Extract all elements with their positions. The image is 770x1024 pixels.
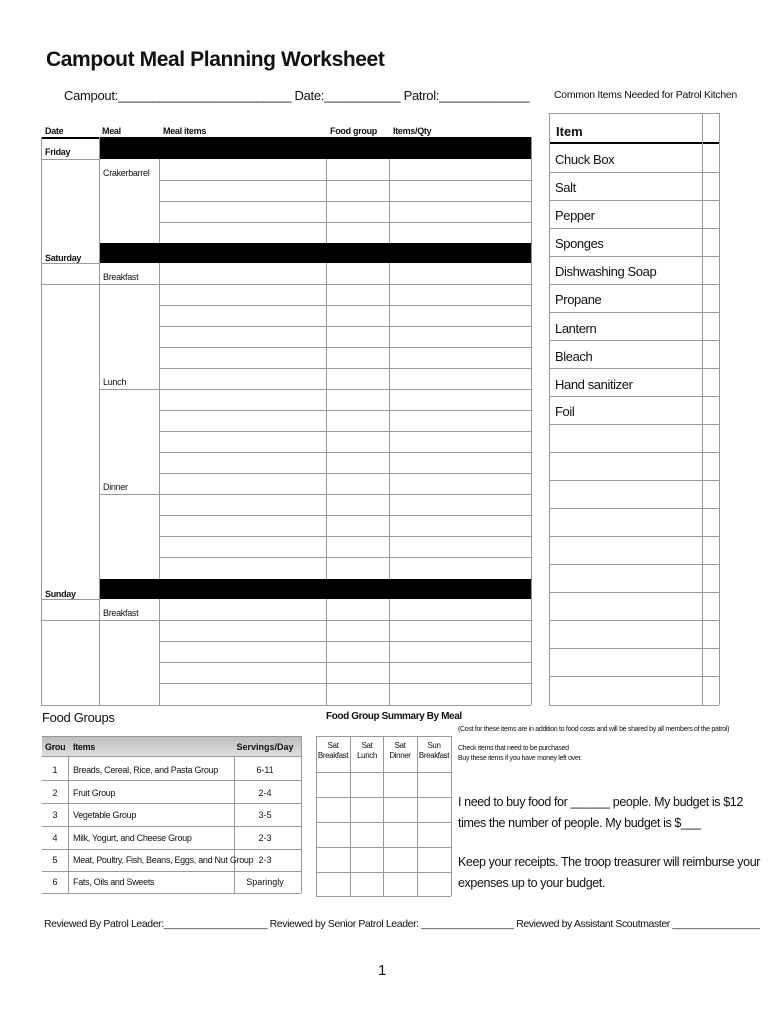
col-meal: Meal — [102, 126, 121, 136]
meal-crakerbarrel: Crakerbarrel — [103, 168, 150, 178]
receipts-line: expenses up to your budget. — [458, 876, 605, 890]
receipts-line: Keep your receipts. The troop treasurer will reimburse your — [458, 855, 761, 869]
review-signatures[interactable]: Reviewed By Patrol Leader:___________________ Reviewed by Senior Patrol Leader: _________________ Reviewed by Assistant Scoutmaster ________________ — [44, 918, 760, 930]
summary-col-line1: Sat — [361, 741, 373, 750]
fg-row-items: Breads, Cereal, Rice, and Pasta Group — [73, 765, 218, 775]
col-items-qty: Items/Qty — [393, 126, 432, 136]
fg-row-num: 4 — [52, 833, 58, 843]
col-date: Date — [45, 126, 64, 136]
receipts-text — [458, 852, 760, 894]
meal-sat-breakfast: Breakfast — [103, 272, 139, 282]
fg-row-servings: 3-5 — [258, 810, 272, 820]
kitchen-item: Chuck Box — [555, 152, 615, 167]
summary-col-line2: Breakfast — [418, 751, 450, 760]
fg-row-items: Meat, Poultry, Fish, Beans, Eggs, and Nut Group — [73, 855, 254, 865]
cost-note: (Cost for these items are in addition to food costs and will be shared by all members of the patrol) — [458, 726, 730, 733]
summary-col-line1: Sat — [394, 741, 406, 750]
summary-col-sat-dinner — [383, 741, 417, 761]
col-meal-items: Meal items — [163, 126, 207, 136]
kitchen-item: Pepper — [555, 208, 595, 223]
summary-col-line2: Dinner — [389, 751, 411, 760]
campout-date-patrol-line[interactable]: Campout:_________________________ Date:___________ Patrol:_____________ — [64, 88, 530, 103]
fg-row-num: 2 — [52, 788, 58, 798]
summary-col-line1: Sun — [427, 741, 441, 750]
common-items-title: Common Items Needed for Patrol Kitchen — [554, 89, 737, 101]
page-number: 1 — [378, 962, 387, 979]
budget-line: times the number of people. My budget is $___ — [458, 816, 701, 830]
fg-row-items: Milk, Yogurt, and Cheese Group — [73, 833, 192, 843]
fg-row-num: 6 — [52, 877, 58, 887]
summary-col-sun-breakfast — [417, 741, 451, 761]
summary-col-line1: Sat — [327, 741, 339, 750]
day-sunday: Sunday — [45, 589, 76, 599]
summary-col-line2: Lunch — [357, 751, 377, 760]
fg-row-items: Vegetable Group — [73, 810, 137, 820]
summary-title: Food Group Summary By Meal — [326, 711, 462, 722]
fg-row-servings: 6-11 — [256, 765, 274, 775]
kitchen-item: Bleach — [555, 349, 593, 364]
fg-row-servings: 2-4 — [258, 788, 272, 798]
kitchen-item: Sponges — [555, 236, 604, 251]
budget-line: I need to buy food for ______ people. My budget is $12 — [458, 795, 743, 809]
meal-sat-dinner: Dinner — [103, 482, 128, 492]
summary-col-sat-lunch — [350, 741, 384, 761]
summary-col-line2: Breakfast — [317, 751, 349, 760]
kitchen-item: Foil — [555, 404, 575, 419]
fg-col-group: Grou — [45, 742, 66, 752]
summary-col-sat-breakfast — [316, 741, 350, 761]
fg-row-num: 5 — [52, 855, 58, 865]
kitchen-item: Dishwashing Soap — [555, 264, 657, 279]
day-friday: Friday — [45, 147, 71, 157]
col-food-group: Food group — [330, 126, 377, 136]
fg-col-servings: Servings/Day — [236, 742, 294, 752]
fg-row-servings: 2-3 — [258, 855, 272, 865]
budget-text — [458, 792, 743, 834]
fg-row-items: Fruit Group — [73, 788, 116, 798]
fg-row-num: 1 — [52, 765, 58, 775]
fg-row-items: Fats, Oils and Sweets — [73, 877, 155, 887]
fg-row-num: 3 — [52, 810, 58, 820]
buy-note: Buy these items if you have money left over. — [458, 755, 582, 762]
kitchen-item: Lantern — [555, 321, 597, 336]
kitchen-item-header: Item — [556, 124, 583, 139]
check-note: Check items that need to be purchased — [458, 745, 569, 752]
kitchen-item: Salt — [555, 180, 576, 195]
kitchen-item: Hand sanitizer — [555, 377, 633, 392]
fg-col-items: Items — [73, 742, 96, 752]
kitchen-item: Propane — [555, 292, 602, 307]
page-title: Campout Meal Planning Worksheet — [46, 48, 385, 71]
day-saturday: Saturday — [45, 253, 82, 263]
food-groups-title: Food Groups — [42, 710, 115, 725]
meal-sun-breakfast: Breakfast — [103, 608, 139, 618]
fg-row-servings: Sparingly — [246, 877, 284, 887]
fg-row-servings: 2-3 — [258, 833, 272, 843]
meal-sat-lunch: Lunch — [103, 377, 127, 387]
